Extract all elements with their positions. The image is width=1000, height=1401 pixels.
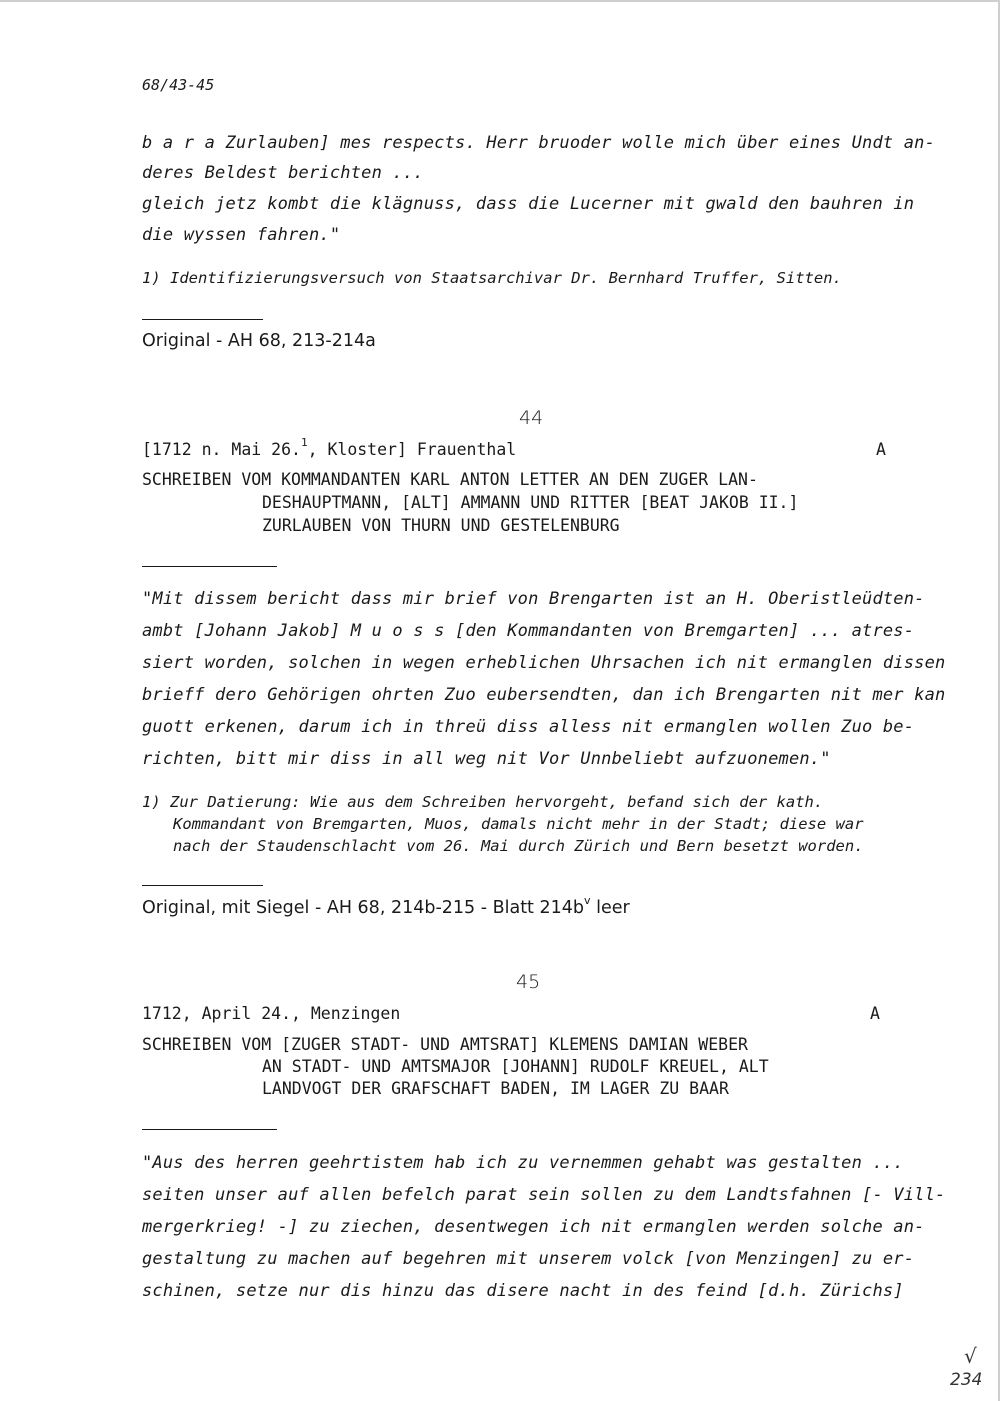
doc45-text-line-4: gestaltung zu machen auf begehren mit unserem volck [von Menzingen] zu er-: [142, 1249, 915, 1269]
doc44-text-line-6: richten, bitt mir diss in all weg nit Vor Unnbeliebt aufzuonemen.": [142, 749, 831, 769]
doc45-text-line-5: schinen, setze nur dis hinzu das disere nacht in des feind [d.h. Zürichs]: [142, 1281, 904, 1301]
doc45-title-line-2: AN STADT- UND AMTSMAJOR [JOHANN] RUDOLF KREUEL, ALT: [262, 1057, 769, 1076]
doc44-source-superscript: v: [584, 894, 591, 907]
doc45-text-line-1: "Aus des herren geehrtistem hab ich zu vernemmen gehabt was gestalten ...: [142, 1153, 904, 1173]
prev-footnote: 1) Identifizierungsversuch von Staatsarchivar Dr. Bernhard Truffer, Sitten.: [142, 269, 842, 287]
doc45-type-letter: A: [870, 1004, 880, 1023]
divider-rule: [142, 566, 277, 567]
doc45-text-line-3: mergerkrieg! -] zu ziechen, desentwegen ich nit ermanglen werden solche an-: [142, 1217, 925, 1237]
doc44-text-line-1: "Mit dissem bericht dass mir brief von Brengarten ist an H. Oberistleüdten-: [142, 589, 925, 609]
doc44-source-pre: Original, mit Siegel - AH 68, 214b-215 - Blatt 214b: [142, 898, 584, 918]
handwritten-page-number: 234: [950, 1370, 983, 1390]
doc44-footnote-line-2: Kommandant von Bremgarten, Muos, damals nicht mehr in der Stadt; diese war: [173, 815, 864, 833]
page-edge-top: [0, 0, 1000, 2]
doc44-date-line: [142, 436, 517, 459]
divider-rule: [142, 319, 263, 320]
doc45-date-line: 1712, April 24., Menzingen: [142, 1004, 401, 1023]
doc44-source: [142, 894, 630, 918]
doc45-text-line-2: seiten unser auf allen befelch parat sein sollen zu dem Landtsfahnen [- Vill-: [142, 1185, 946, 1205]
doc44-text-line-4: brieff dero Gehörigen ohrten Zuo eubersendten, dan ich Brengarten nit mer kan: [142, 685, 946, 705]
doc44-text-line-2: ambt [Johann Jakob] M u o s s [den Kommandanten von Bremgarten] ... atres-: [142, 621, 915, 641]
doc45-title-line-1: SCHREIBEN VOM [ZUGER STADT- UND AMTSRAT] KLEMENS DAMIAN WEBER: [142, 1035, 748, 1054]
doc44-title-line-3: ZURLAUBEN VON THURN UND GESTELENBURG: [262, 516, 620, 535]
doc44-text-line-5: guott erkenen, darum ich in threü diss alless nit ermanglen wollen Zuo be-: [142, 717, 915, 737]
doc44-source-post: leer: [590, 898, 630, 918]
prev-source: Original - AH 68, 213-214a: [142, 331, 376, 351]
prev-text-line-4: die wyssen fahren.": [142, 225, 341, 245]
document-number-44: 44: [519, 407, 544, 429]
handwritten-check-mark: √: [964, 1344, 977, 1368]
prev-text-line-1: b a r a Zurlauben] mes respects. Herr bruoder wolle mich über eines Undt an-: [142, 133, 936, 153]
prev-text-line-2: deres Beldest berichten ...: [142, 163, 424, 183]
doc44-footnote-line-3: nach der Staudenschlacht vom 26. Mai durch Zürich und Bern besetzt worden.: [173, 837, 864, 855]
prev-text-line-3: gleich jetz kombt die klägnuss, dass die Lucerner mit gwald den bauhren in: [142, 194, 915, 214]
doc44-text-line-3: siert worden, solchen in wegen erheblichen Uhrsachen ich nit ermanglen dissen: [142, 653, 946, 673]
doc44-footnote-marker: 1: [300, 436, 308, 449]
doc44-date-pre: [1712 n. Mai 26.: [142, 440, 301, 459]
doc44-type-letter: A: [876, 440, 886, 459]
divider-rule: [142, 885, 263, 886]
page-reference: 68/43-45: [142, 76, 215, 94]
divider-rule: [142, 1129, 277, 1130]
doc44-date-post: , Kloster] Frauenthal: [307, 440, 517, 459]
doc45-title-line-3: LANDVOGT DER GRAFSCHAFT BADEN, IM LAGER ZU BAAR: [262, 1079, 729, 1098]
doc44-footnote-line-1: 1) Zur Datierung: Wie aus dem Schreiben hervorgeht, befand sich der kath.: [142, 793, 824, 811]
doc44-title-line-2: DESHAUPTMANN, [ALT] AMMANN UND RITTER [BEAT JAKOB II.]: [262, 493, 799, 512]
doc44-title-line-1: SCHREIBEN VOM KOMMANDANTEN KARL ANTON LETTER AN DEN ZUGER LAN-: [142, 470, 758, 489]
document-number-45: 45: [516, 971, 541, 993]
